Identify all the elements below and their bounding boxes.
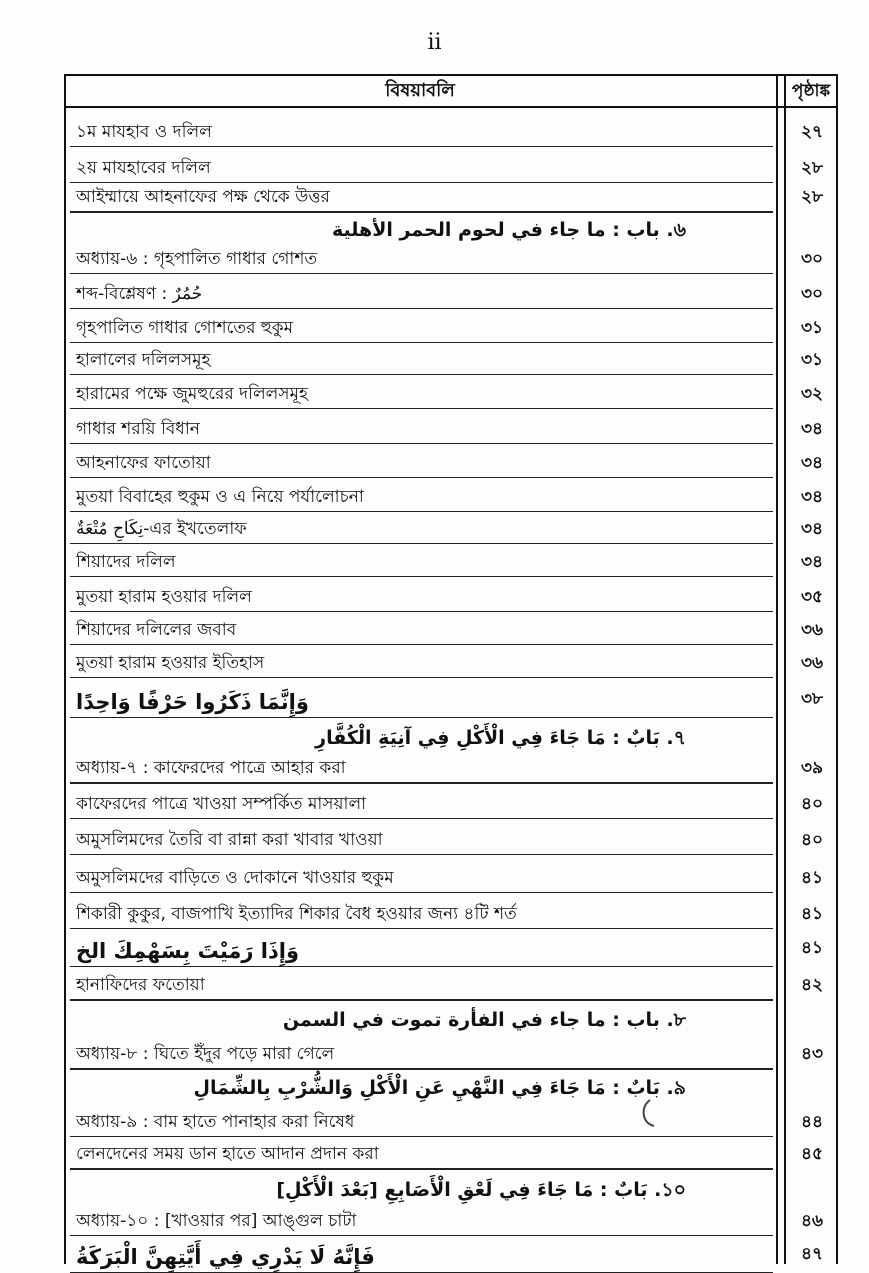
- entry-page-number: ৪২: [800, 975, 824, 995]
- entry-separator: [70, 928, 773, 929]
- entry-page-number: ৩২: [800, 384, 824, 404]
- header-page: পৃষ্ঠাঙ্ক: [791, 81, 831, 101]
- entry-title: শিয়াদের দলিল: [76, 552, 176, 572]
- entry-title: মুতয়া বিবাহের হুকুম ও এ নিয়ে পর্যালোচনা: [76, 487, 364, 507]
- entry-separator: [70, 611, 773, 612]
- entry-separator: [70, 1168, 773, 1170]
- entry-title: অমুসলিমদের বাড়িতে ও দোকানে খাওয়ার হুকুম: [76, 868, 394, 888]
- entry-page-number: ৪৪: [800, 1112, 824, 1132]
- entry-page-number: ৩১: [800, 318, 824, 338]
- entry-page-number: ২৮: [800, 187, 824, 207]
- entry-separator: [70, 818, 773, 819]
- entry-separator: [70, 717, 773, 718]
- ink-smudge: [636, 1098, 656, 1128]
- entry-page-number: ৪০: [800, 794, 824, 814]
- entry-page-number: ৩৪: [800, 453, 824, 473]
- entry-title: শিকারী কুকুর, বাজপাখি ইত্যাদির শিকার বৈধ হওয়ার জন্য ৪টি শর্ত: [76, 904, 517, 924]
- entry-page-number: ৪১: [800, 904, 824, 924]
- column-divider-inner: [784, 76, 786, 1264]
- entry-page-number: ২৮: [800, 158, 824, 178]
- entry-title: অধ্যায়-৬ : গৃহপালিত গাধার গোশত: [76, 249, 318, 269]
- entry-title: আইম্মায়ে আহনাফের পক্ষ থেকে উত্তর: [76, 187, 330, 207]
- entry-page-number: ৪৭: [800, 1244, 824, 1264]
- entry-separator: [70, 782, 773, 784]
- entry-separator: [70, 511, 773, 512]
- entry-separator: [70, 408, 773, 409]
- entry-page-number: ৪১: [800, 938, 824, 958]
- chapter-title: ১০. بَابٌ : مَا جَاءَ فِي لَعْقِ الْأَصَابِعِ [بَعْدَ الْأَكْلِ]: [276, 1179, 686, 1201]
- entry-title: অধ্যায়-৭ : কাফেরদের পাত্রে আহার করা: [76, 758, 346, 778]
- entry-page-number: ৩৮: [800, 689, 824, 709]
- entry-title: وَإِنَّمَا ذَكَرُوا حَرْفًا وَاحِدًا: [76, 690, 309, 714]
- entry-title: نِكَاحِ مُتْعَةٌ-এর ইখতেলাফ: [76, 519, 247, 539]
- entry-separator: [70, 1068, 773, 1070]
- entry-page-number: ৪৫: [800, 1144, 824, 1164]
- entry-title: فَإِنَّهُ لَا يَدْرِي فِي أَيَّتِهِنَّ الْبَرَكَةُ: [76, 1245, 375, 1269]
- entry-title: ১ম মাযহাব ও দলিল: [76, 122, 212, 142]
- entry-title: অধ্যায়-১০ : [খাওয়ার পর] আঙ্গুল চাটা: [76, 1211, 357, 1231]
- entry-page-number: ৩১: [800, 350, 824, 370]
- chapter-title: ৮. باب : ما جاء في الفأرة تموت في السمن: [282, 1009, 686, 1031]
- entry-separator: [70, 477, 773, 478]
- entry-page-number: ৩৪: [800, 519, 824, 539]
- entry-separator: [70, 999, 773, 1001]
- entry-separator: [70, 211, 773, 213]
- entry-page-number: ৩৪: [800, 552, 824, 572]
- entry-separator: [70, 374, 773, 375]
- chapter-title: ৭. بَابٌ : مَا جَاءَ فِي الْأَكْلِ فِي آنِيَةِ الْكُفَّارِ: [315, 727, 686, 749]
- toc-header: [66, 76, 836, 108]
- entry-title: কাফেরদের পাত্রে খাওয়া সম্পর্কিত মাসয়ালা: [76, 794, 367, 814]
- entry-page-number: ৩৪: [800, 487, 824, 507]
- entry-title: অধ্যায়-৯ : বাম হাতে পানাহার করা নিষেধ: [76, 1112, 355, 1132]
- entry-separator: [70, 576, 773, 577]
- chapter-title: ৬. باب : ما جاء في لحوم الحمر الأهلية: [332, 219, 686, 241]
- entry-page-number: ৩৬: [800, 620, 824, 640]
- entry-title: অমুসলিমদের তৈরি বা রান্না করা খাবার খাওয়া: [76, 830, 383, 850]
- entry-page-number: ৩০: [800, 249, 824, 269]
- entry-separator: [70, 1235, 773, 1236]
- entry-title: মুতয়া হারাম হওয়ার ইতিহাস: [76, 653, 265, 673]
- column-divider-outer: [776, 76, 778, 1264]
- entry-title: শিয়াদের দলিলের জবাব: [76, 620, 237, 640]
- entry-page-number: ৩৯: [800, 758, 824, 778]
- entry-title: গৃহপালিত গাধার গোশতের হুকুম: [76, 318, 294, 338]
- header-topic: বিষয়াবলি: [385, 80, 455, 101]
- entry-page-number: ২৭: [800, 122, 824, 142]
- entry-title: হানাফিদের ফতোয়া: [76, 975, 205, 995]
- entry-separator: [70, 543, 773, 544]
- entry-title: وَإِذَا رَمَيْتَ بِسَهْمِكَ الخ: [76, 939, 300, 963]
- entry-title: গাধার শরয়ি বিধান: [76, 419, 200, 439]
- entry-title: হালালের দলিলসমূহ: [76, 350, 211, 370]
- entry-page-number: ৩০: [800, 284, 824, 304]
- entry-page-number: ৪৬: [800, 1211, 824, 1231]
- entry-separator: [70, 677, 773, 678]
- table-of-contents: [64, 74, 838, 1269]
- entry-separator: [70, 443, 773, 444]
- entry-title: হারামের পক্ষে জুমহুরের দলিলসমূহ: [76, 384, 308, 404]
- entry-page-number: ৩৬: [800, 653, 824, 673]
- entry-separator: [70, 892, 773, 893]
- entry-separator: [70, 182, 773, 183]
- entry-separator: [70, 273, 773, 274]
- entry-title: ২য় মাযহাবের দলিল: [76, 158, 211, 178]
- entry-title: অধ্যায়-৮ : ঘিতে ইঁদুর পড়ে মারা গেলে: [76, 1044, 335, 1064]
- entry-separator: [70, 966, 773, 967]
- entry-separator: [70, 644, 773, 645]
- entry-title: লেনদেনের সময় ডান হাতে আদান প্রদান করা: [76, 1144, 379, 1164]
- page-number: ii: [427, 30, 442, 55]
- entry-title: শব্দ-বিশ্লেষণ : حُمُرٌ: [76, 284, 203, 304]
- entry-page-number: ৪০: [800, 830, 824, 850]
- entry-page-number: ৩৪: [800, 419, 824, 439]
- entry-separator: [70, 342, 773, 343]
- entry-page-number: ৪৩: [800, 1044, 824, 1064]
- entry-page-number: ৩৫: [800, 587, 824, 607]
- entry-separator: [70, 1136, 773, 1137]
- entry-separator: [70, 146, 773, 147]
- chapter-title: ৯. بَابٌ : مَا جَاءَ فِي النَّهْيِ عَنِ الْأَكْلِ وَالشُّرْبِ بِالشِّمَالِ: [193, 1077, 686, 1099]
- entry-separator: [70, 308, 773, 309]
- entry-page-number: ৪১: [800, 868, 824, 888]
- entry-title: আহনাফের ফাতোয়া: [76, 453, 211, 473]
- entry-title: মুতয়া হারাম হওয়ার দলিল: [76, 587, 252, 607]
- entry-separator: [70, 854, 773, 855]
